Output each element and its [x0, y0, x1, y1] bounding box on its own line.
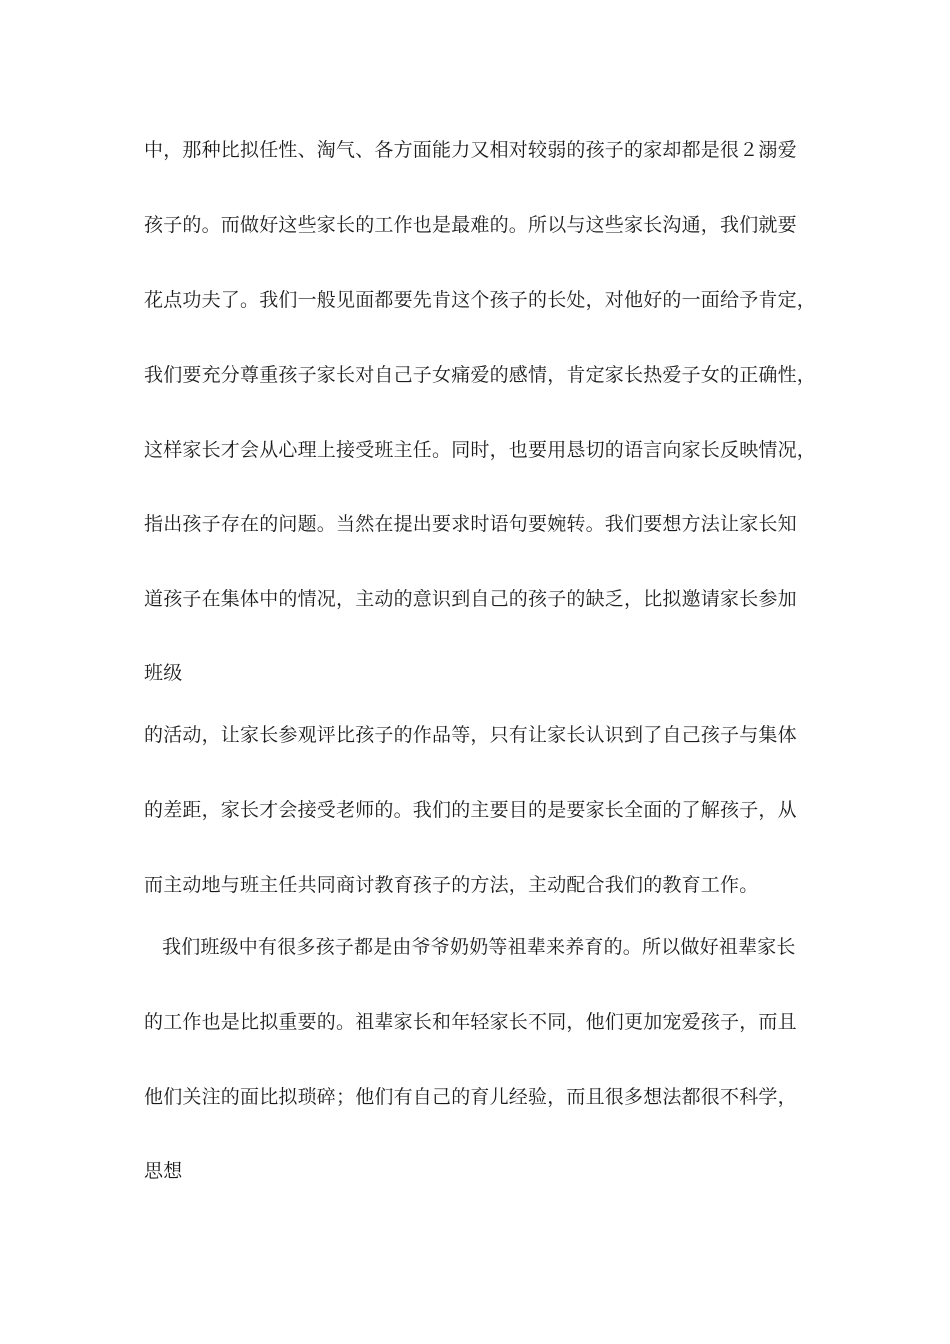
text-line: 这样家长才会从心理上接受班主任。同时，也要用恳切的语言向家长反映情况，	[144, 439, 817, 461]
text-line: 中，那种比拟任性、淘气、各方面能力又相对较弱的孩子的家却都是很２溺爱	[144, 139, 797, 161]
text-line: 而主动地与班主任共同商讨教育孩子的方法，主动配合我们的教育工作。	[144, 874, 759, 896]
text-line: 孩子的。而做好这些家长的工作也是最难的。所以与这些家长沟通，我们就要	[144, 214, 797, 236]
text-line: 的差距，家长才会接受老师的。我们的主要目的是要家长全面的了解孩子，从	[144, 799, 797, 821]
text-line: 他们关注的面比拟琐碎；他们有自己的育儿经验，而且很多想法都很不科学，	[144, 1086, 797, 1108]
text-line: 花点功夫了。我们一般见面都要先肯这个孩子的长处，对他好的一面给予肯定，	[144, 289, 817, 311]
text-line: 指出孩子存在的问题。当然在提出要求时语句要婉转。我们要想方法让家长知	[144, 513, 797, 535]
text-line: 的工作也是比拟重要的。祖辈家长和年轻家长不同，他们更加宠爱孩子，而且	[144, 1011, 797, 1033]
text-line: 班级	[144, 662, 183, 684]
text-line: 道孩子在集体中的情况，主动的意识到自己的孩子的缺乏，比拟邀请家长参加	[144, 588, 797, 610]
paragraph-first-line: 我们班级中有很多孩子都是由爷爷奶奶等祖辈来养育的。所以做好祖辈家长	[162, 936, 796, 958]
text-line: 思想	[144, 1160, 183, 1182]
text-line: 我们要充分尊重孩子家长对自己子女痛爱的感情，肯定家长热爱子女的正确性，	[144, 364, 817, 386]
text-line: 的活动，让家长参观评比孩子的作品等，只有让家长认识到了自己孩子与集体	[144, 724, 797, 746]
